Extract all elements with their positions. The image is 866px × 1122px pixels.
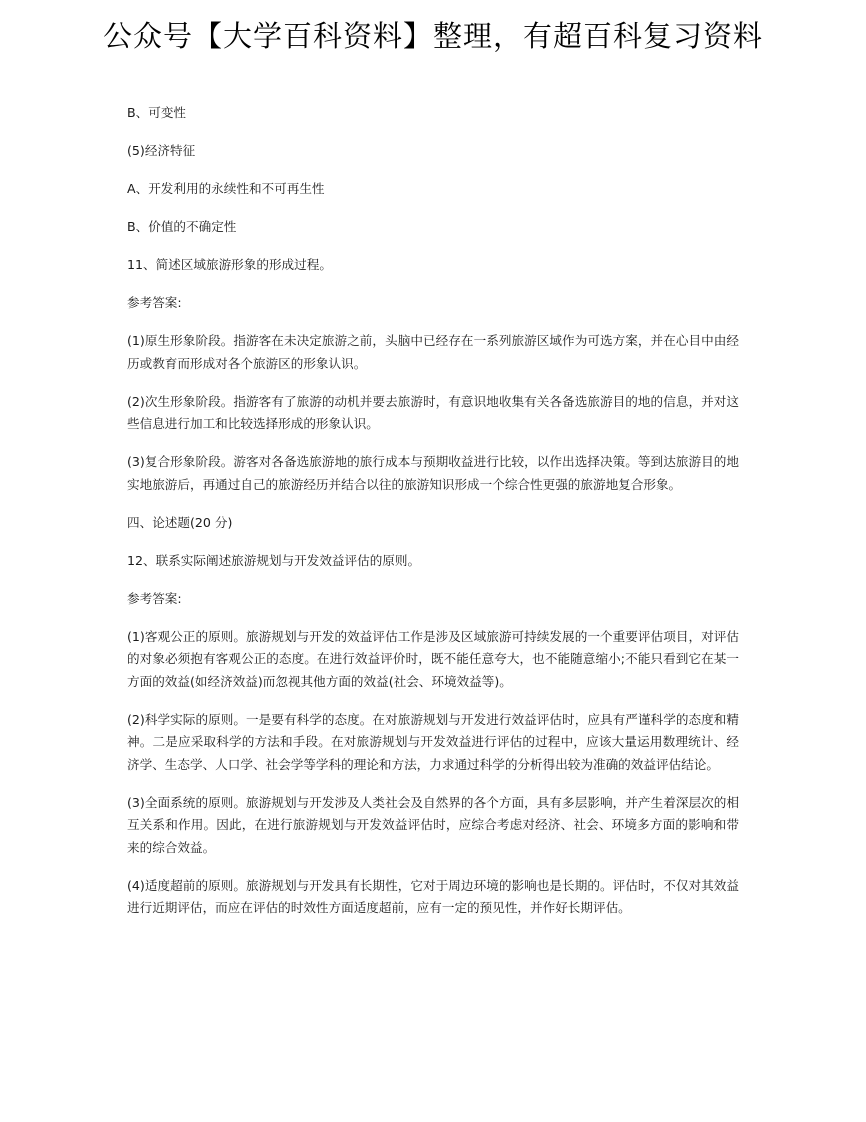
question-heading: 11、简述区域旅游形象的形成过程。 [127,257,332,272]
question-heading: 12、联系实际阐述旅游规划与开发效益评估的原则。 [127,552,421,568]
paragraph: (2)次生形象阶段。指游客有了旅游的动机并要去旅游时，有意识地收集有关各备选旅游目的地的信息，并对这些信息进行加工和比较选择形成的形象认识。 [127,393,739,431]
answer-label: 参考答案: [127,590,182,606]
paragraph: (4)适度超前的原则。旅游规划与开发具有长期性，它对于周边环境的影响也是长期的。评估时，不仅对其效益进行近期评估，而应在评估的时效性方面适度超前，应有一定的预见性，并作好长期评估。 [127,877,739,915]
section-heading: 四、论述题(20 分) [127,514,233,530]
page-header-title: 公众号【大学百科资料】整理，有超百科复习资料 [102,19,763,53]
paragraph: A、开发利用的永续性和不可再生性 [127,181,325,196]
paragraph: (3)复合形象阶段。游客对各备选旅游地的旅行成本与预期收益进行比较，以作出选择决策。等到达旅游目的地实地旅游后，再通过自己的旅游经历并结合以往的旅游知识形成一个综合性更强的旅游地复合形象。 [127,454,739,492]
paragraph: (2)科学实际的原则。一是要有科学的态度。在对旅游规划与开发进行效益评估时，应具有严谨科学的态度和精神。二是应采取科学的方法和手段。在对旅游规划与开发效益进行评估的过程中，应该大量运用数理统计、经济学、生态学、人口学、社会学等学科的理论和方法，力求通过科学的分析得出较为准确的效益评估结论。 [127,711,739,772]
paragraph: (5)经济特征 [127,143,196,158]
paragraph: B、可变性 [127,105,187,120]
answer-label: 参考答案: [127,295,182,310]
document-body [127,102,739,935]
paragraph: (1)原生形象阶段。指游客在未决定旅游之前，头脑中已经存在一系列旅游区域作为可选方案，并在心目中由经历或教育而形成对各个旅游区的形象认识。 [127,333,739,371]
paragraph: (3)全面系统的原则。旅游规划与开发涉及人类社会及自然界的各个方面，具有多层影响，并产生着深层次的相互关系和作用。因此，在进行旅游规划与开发效益评估时，应综合考虑对经济、社会、环境多方面的影响和带来的综合效益。 [127,794,739,855]
paragraph: B、价值的不确定性 [127,219,237,234]
paragraph: (1)客观公正的原则。旅游规划与开发的效益评估工作是涉及区域旅游可持续发展的一个重要评估项目，对评估的对象必须抱有客观公正的态度。在进行效益评价时，既不能任意夸大，也不能随意缩小;不能只看到它在某一方面的效益(如经济效益)而忽视其他方面的效益(社会、环境效益等)。 [127,628,739,689]
